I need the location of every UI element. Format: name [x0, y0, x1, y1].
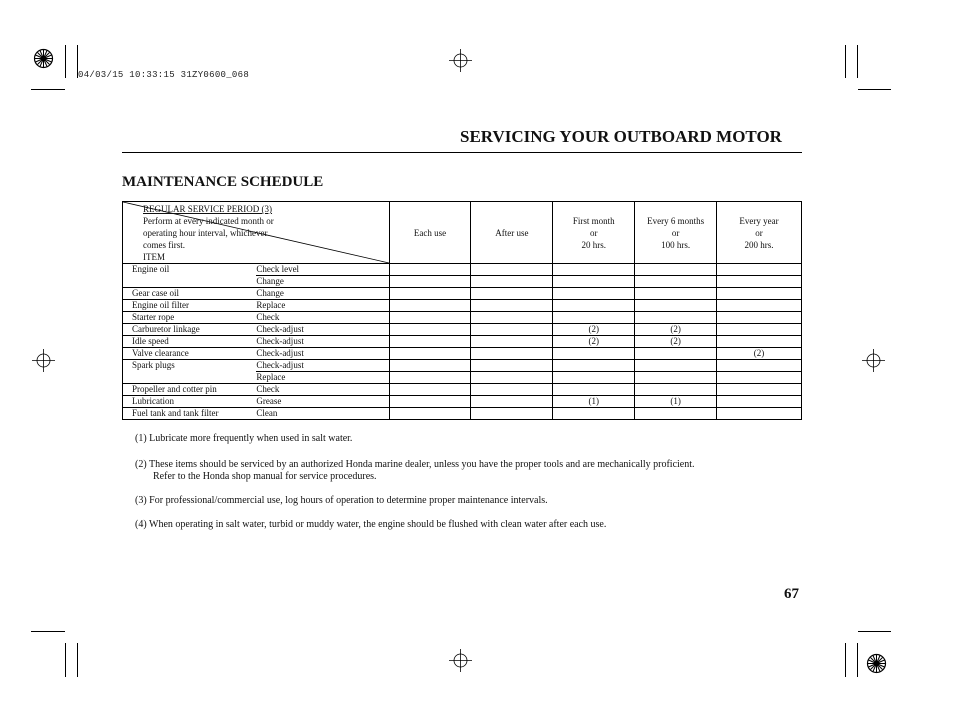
item-cell: Engine oil	[123, 264, 257, 276]
interval-cell	[471, 336, 553, 348]
column-header-first-month	[553, 202, 635, 264]
interval-cell: (2)	[635, 324, 717, 336]
column-header-line: After use	[495, 227, 529, 238]
table-row	[123, 384, 802, 396]
page-title: SERVICING YOUR OUTBOARD MOTOR	[460, 127, 782, 146]
section-title: MAINTENANCE SCHEDULE	[122, 174, 324, 190]
column-header-line: First month	[572, 215, 615, 226]
interval-cell: (2)	[717, 348, 802, 360]
interval-cell	[635, 348, 717, 360]
table-row	[123, 288, 802, 300]
interval-cell	[717, 264, 802, 276]
interval-cell: (1)	[553, 396, 635, 408]
interval-cell	[717, 336, 802, 348]
interval-cell	[471, 264, 553, 276]
interval-cell	[717, 324, 802, 336]
column-header-line: Each use	[413, 227, 447, 238]
interval-cell	[389, 408, 471, 420]
table-row	[123, 276, 802, 288]
interval-cell	[635, 408, 717, 420]
interval-cell	[553, 276, 635, 288]
maintenance-schedule-table	[122, 201, 802, 420]
starburst-registration-icon	[865, 652, 888, 675]
interval-cell	[635, 384, 717, 396]
action-cell: Check-adjust	[256, 360, 389, 372]
interval-cell	[471, 372, 553, 384]
action-cell: Replace	[256, 372, 389, 384]
footnote-text: For professional/commercial use, log hours of operation to determine proper maintenance intervals.	[149, 495, 548, 506]
registration-crosshair-icon	[449, 649, 472, 672]
table-row	[123, 396, 802, 408]
interval-cell	[717, 288, 802, 300]
footnote-text: Lubricate more frequently when used in salt water.	[149, 433, 353, 444]
footnote-text: These items should be serviced by an authorized Honda marine dealer, unless you have the proper tools and are mechanically proficient.	[149, 459, 695, 470]
interval-cell	[471, 300, 553, 312]
table-row	[123, 360, 802, 372]
interval-cell	[635, 300, 717, 312]
service-period-label: REGULAR SERVICE PERIOD (3)	[143, 204, 273, 214]
registration-crosshair-icon	[449, 49, 472, 72]
interval-cell	[389, 384, 471, 396]
action-cell: Check level	[256, 264, 389, 276]
column-header-line: 200 hrs.	[744, 239, 774, 250]
action-cell: Check-adjust	[256, 336, 389, 348]
action-cell: Check-adjust	[256, 348, 389, 360]
interval-cell	[717, 312, 802, 324]
action-cell: Check	[256, 312, 389, 324]
column-header-line: 100 hrs.	[661, 239, 691, 250]
footnote-label: (1)	[135, 433, 147, 444]
interval-cell	[717, 372, 802, 384]
item-cell: Fuel tank and tank filter	[123, 408, 257, 420]
column-header-line: or	[590, 227, 598, 238]
item-cell: Gear case oil	[123, 288, 257, 300]
column-header-every-6-months	[635, 202, 717, 264]
interval-cell	[553, 288, 635, 300]
column-header-line: or	[671, 227, 680, 238]
interval-cell	[553, 264, 635, 276]
interval-cell	[553, 312, 635, 324]
footnote-4	[135, 519, 606, 531]
interval-cell	[553, 408, 635, 420]
interval-cell	[389, 348, 471, 360]
interval-cell	[717, 300, 802, 312]
item-cell	[123, 372, 257, 384]
interval-cell	[471, 396, 553, 408]
interval-cell	[389, 336, 471, 348]
table-row	[123, 312, 802, 324]
interval-cell	[389, 372, 471, 384]
footnote-2-continuation: Refer to the Honda shop manual for service procedures.	[153, 471, 377, 482]
interval-cell	[717, 276, 802, 288]
interval-cell	[553, 372, 635, 384]
action-cell: Check	[256, 384, 389, 396]
interval-cell	[635, 276, 717, 288]
column-header-each-use	[389, 202, 471, 264]
interval-cell	[717, 408, 802, 420]
table-row	[123, 408, 802, 420]
interval-cell	[471, 276, 553, 288]
interval-cell	[389, 264, 471, 276]
interval-cell	[635, 312, 717, 324]
interval-cell	[553, 300, 635, 312]
interval-cell	[717, 360, 802, 372]
interval-cell	[553, 384, 635, 396]
interval-cell	[717, 396, 802, 408]
registration-crosshair-icon	[32, 349, 55, 372]
item-cell	[123, 276, 257, 288]
column-header-after-use	[471, 202, 553, 264]
table-row	[123, 300, 802, 312]
interval-cell: (2)	[553, 324, 635, 336]
column-header-line: Every year	[739, 215, 779, 226]
table-row	[123, 336, 802, 348]
footnote-label: (3)	[135, 495, 147, 506]
interval-cell	[471, 384, 553, 396]
table-row	[123, 348, 802, 360]
interval-cell	[471, 312, 553, 324]
interval-cell	[553, 360, 635, 372]
interval-cell	[635, 288, 717, 300]
table-row	[123, 372, 802, 384]
starburst-registration-icon	[32, 47, 55, 70]
instruction-line: operating hour interval, whichever	[143, 228, 268, 238]
action-cell: Grease	[256, 396, 389, 408]
action-cell: Replace	[256, 300, 389, 312]
interval-cell	[553, 348, 635, 360]
interval-cell	[471, 348, 553, 360]
interval-cell	[389, 276, 471, 288]
item-cell: Idle speed	[123, 336, 257, 348]
interval-cell	[389, 312, 471, 324]
table-header-row	[123, 202, 802, 264]
footnote-3	[135, 495, 548, 507]
action-cell: Change	[256, 288, 389, 300]
table-row	[123, 264, 802, 276]
footnote-1	[135, 433, 352, 445]
action-cell: Clean	[256, 408, 389, 420]
print-stamp: 04/03/15 10:33:15 31ZY0600_068	[78, 70, 250, 80]
instruction-line: comes first.	[143, 240, 185, 250]
interval-cell	[717, 384, 802, 396]
action-cell: Change	[256, 276, 389, 288]
interval-cell	[471, 324, 553, 336]
footnote-label: (4)	[135, 519, 147, 530]
action-cell: Check-adjust	[256, 324, 389, 336]
interval-cell	[471, 288, 553, 300]
table-row	[123, 324, 802, 336]
interval-cell: (1)	[635, 396, 717, 408]
interval-cell	[389, 324, 471, 336]
interval-cell	[471, 360, 553, 372]
item-cell: Valve clearance	[123, 348, 257, 360]
interval-cell	[389, 360, 471, 372]
item-label: ITEM	[143, 252, 165, 262]
item-cell: Lubrication	[123, 396, 257, 408]
interval-cell	[389, 288, 471, 300]
item-cell: Engine oil filter	[123, 300, 257, 312]
registration-crosshair-icon	[862, 349, 885, 372]
column-header-line: Every 6 months	[647, 215, 705, 226]
column-header-line: or	[755, 227, 763, 238]
footnote-label: (2)	[135, 459, 147, 470]
interval-cell	[635, 372, 717, 384]
item-cell: Starter rope	[123, 312, 257, 324]
title-divider	[122, 152, 802, 153]
instruction-line: Perform at every indicated month or	[143, 216, 274, 226]
interval-cell	[389, 396, 471, 408]
interval-cell: (2)	[635, 336, 717, 348]
interval-cell	[635, 264, 717, 276]
column-header-every-year	[717, 202, 802, 264]
footnote-text: When operating in salt water, turbid or muddy water, the engine should be flushed with clean water after each use.	[149, 519, 607, 530]
item-cell: Carburetor linkage	[123, 324, 257, 336]
interval-cell	[389, 300, 471, 312]
page-number: 67	[784, 586, 799, 602]
footnote-2	[135, 459, 695, 471]
column-header-line: 20 hrs.	[581, 239, 607, 250]
interval-cell: (2)	[553, 336, 635, 348]
item-cell: Spark plugs	[123, 360, 257, 372]
service-period-header-cell	[123, 202, 390, 264]
interval-cell	[635, 360, 717, 372]
item-cell: Propeller and cotter pin	[123, 384, 257, 396]
interval-cell	[471, 408, 553, 420]
